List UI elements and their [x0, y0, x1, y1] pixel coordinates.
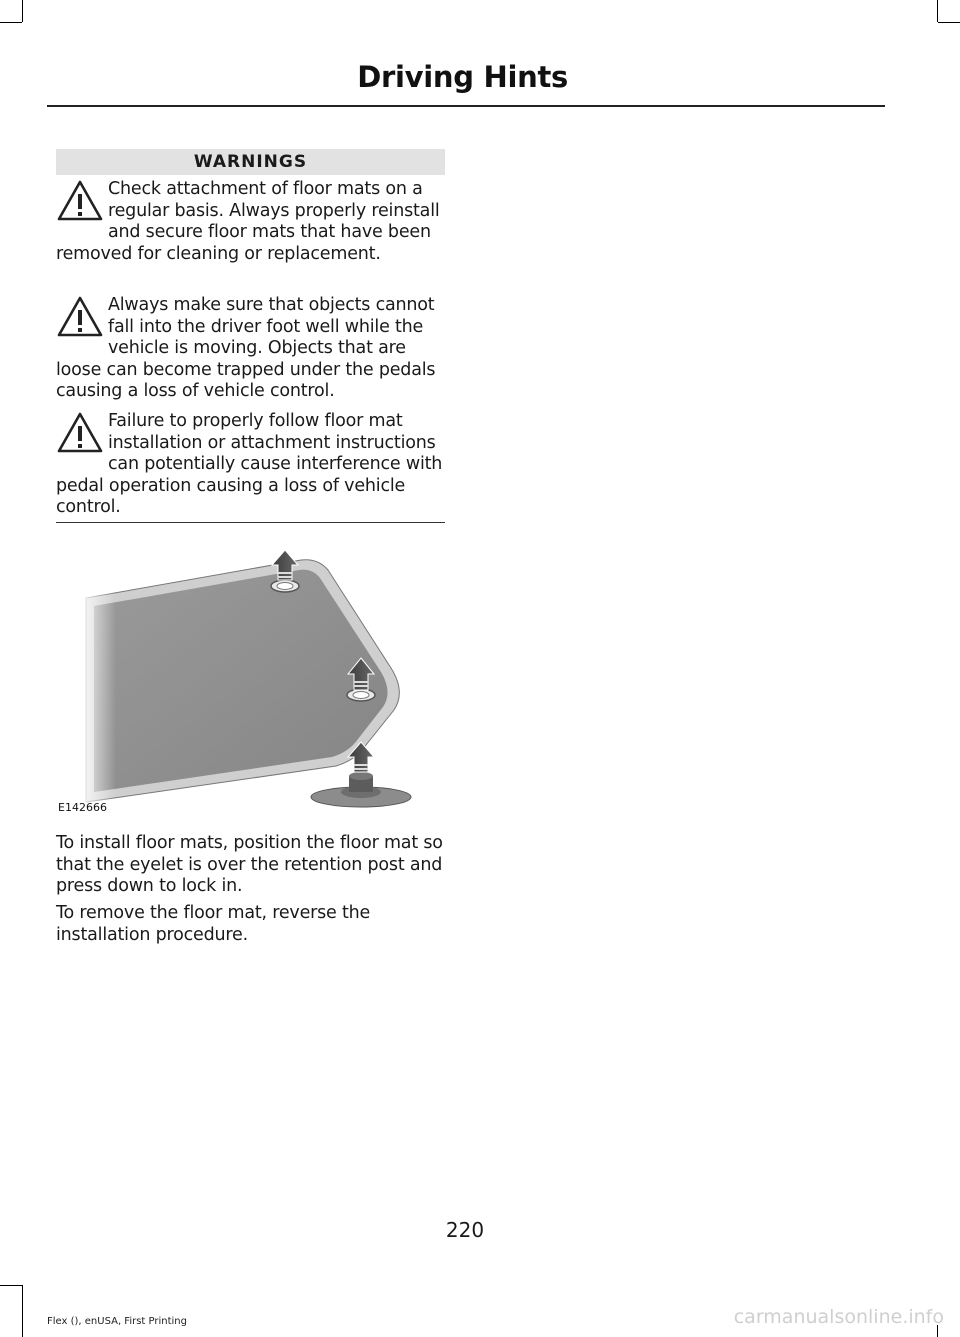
warning-triangle-icon	[56, 295, 104, 339]
remove-paragraph: To remove the floor mat, reverse the installation procedure.	[56, 903, 371, 945]
warning-triangle-icon	[56, 411, 104, 455]
warning-item	[56, 179, 445, 265]
footer-text: Flex (), enUSA, First Printing	[47, 1316, 187, 1327]
figure-label: E142666	[58, 801, 107, 814]
warnings-heading: WARNINGS	[56, 149, 445, 175]
page-number: 220	[445, 1218, 485, 1242]
crop-mark	[22, 1285, 23, 1337]
warning-item	[56, 411, 445, 519]
page-title: Driving Hints	[357, 60, 568, 94]
header-divider	[47, 105, 885, 107]
crop-mark	[938, 22, 960, 23]
crop-mark	[0, 1285, 22, 1286]
warning-text: Always make sure that objects cannot fall into the driver foot well while the vehicle is moving. Objects that are loose can become trapped under the pedals causing a loss of vehicle control.	[56, 295, 436, 401]
warning-text: Check attachment of floor mats on a regular basis. Always properly reinstall and secure floor mats that have been removed for cleaning or replacement.	[56, 179, 440, 264]
install-paragraph: To install floor mats, position the floor mat so that the eyelet is over the retention post and press down to lock in.	[56, 833, 443, 896]
crop-mark	[0, 22, 22, 23]
crop-mark	[22, 0, 23, 22]
crop-mark	[937, 0, 938, 22]
warning-text: Failure to properly follow floor mat installation or attachment instructions can potentially cause interference with pedal operation causing a loss of vehicle control.	[56, 411, 443, 517]
warning-triangle-icon	[56, 179, 104, 223]
floor-mat-drawing	[56, 540, 445, 820]
floor-mat-illustration	[56, 540, 445, 820]
warnings-divider	[56, 522, 445, 523]
warning-item	[56, 295, 445, 403]
watermark: carmanualsonline.info	[733, 1306, 944, 1328]
